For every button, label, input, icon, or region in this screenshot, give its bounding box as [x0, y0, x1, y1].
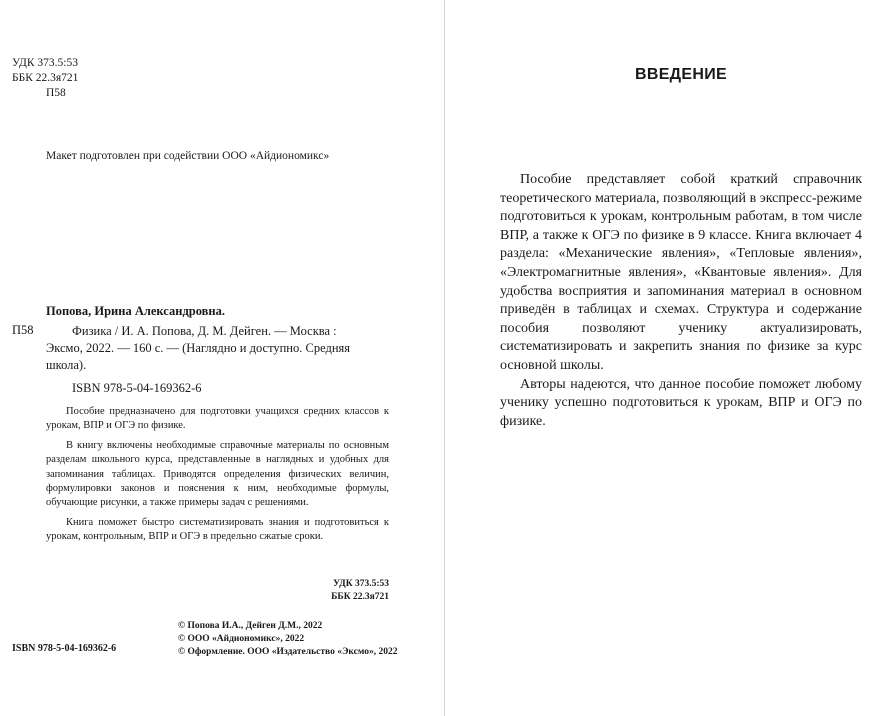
annotation-paragraph: Пособие предназначено для подготовки учащихся средних классов к урокам, ВПР и ОГЭ по физике. — [46, 406, 389, 432]
isbn-main: ISBN 978-5-04-169362-6 — [72, 381, 202, 395]
isbn-bottom: ISBN 978-5-04-169362-6 — [12, 643, 117, 654]
classification-bottom — [250, 578, 389, 603]
copyright-line: © Оформление. ООО «Издательство «Эксмо», 2022 — [178, 646, 398, 657]
citation-line: Эксмо, 2022. — 160 с. — (Наглядно и доступно. Средняя — [46, 341, 351, 355]
author-heading: Попова, Ирина Александровна. — [46, 304, 225, 318]
citation-line: Физика / И. А. Попова, Д. М. Дейген. — Москва : — [72, 324, 337, 338]
classification-block — [12, 56, 78, 101]
annotation-paragraph: В книгу включены необходимые справочные материалы по основным разделам школьного курса, представленные в наглядных и удобных для запоминания таблицах. Приводятся определения физических величин, формулировки законов и пояснения к ним, необходимые формулы, обучающие рисунки, а также примеры задач с решениями. — [46, 439, 389, 509]
udk-code: УДК 373.5:53 — [12, 57, 78, 69]
copyright-block — [178, 620, 397, 658]
cutter-mark: П58 — [12, 323, 34, 337]
bbk-code-bottom: ББК 22.3я721 — [331, 591, 389, 602]
page-divider — [444, 0, 445, 716]
copyright-line: © ООО «Айдиономикс», 2022 — [178, 633, 305, 644]
intro-paragraph: Пособие представляет собой краткий справочник теоретического материала, позволяющий в экспресс-режиме подготовиться к урокам, контрольным работам, в том числе ВПР, а также к ОГЭ по физике в 9 классе. Книга включает 4 раздела: «Механические явления», «Тепловые явления», «Электромагнитные явления», «Квантовые явления». Для удобства восприятия и запоминания материал в основном приведён в таблицах и схемах. Структура и содержание пособия позволяют ученику актуализировать, систематизировать и закрепить знания по физике за курс основной школы. — [500, 172, 862, 373]
udk-code-bottom: УДК 373.5:53 — [333, 579, 389, 589]
citation-line: школа). — [46, 358, 87, 372]
bibliographic-citation — [46, 323, 389, 374]
page-title: ВВЕДЕНИЕ — [635, 66, 727, 83]
annotation — [46, 405, 389, 545]
introduction-text — [500, 171, 862, 431]
copyright-line: © Попова И.А., Дейген Д.М., 2022 — [178, 621, 323, 631]
annotation-paragraph: Книга поможет быстро систематизировать знания и подготовиться к урокам, контрольным, ВПР и ОГЭ в предельно сжатые сроки. — [46, 516, 389, 543]
cutter-code: П58 — [46, 87, 66, 99]
maket-note: Макет подготовлен при содействии ООО «Айдиономикс» — [46, 150, 330, 162]
intro-paragraph: Авторы надеются, что данное пособие поможет любому ученику успешно подготовиться к урокам, ВПР и ОГЭ по физике. — [500, 376, 862, 429]
bbk-code: ББК 22.3я721 — [12, 72, 79, 84]
